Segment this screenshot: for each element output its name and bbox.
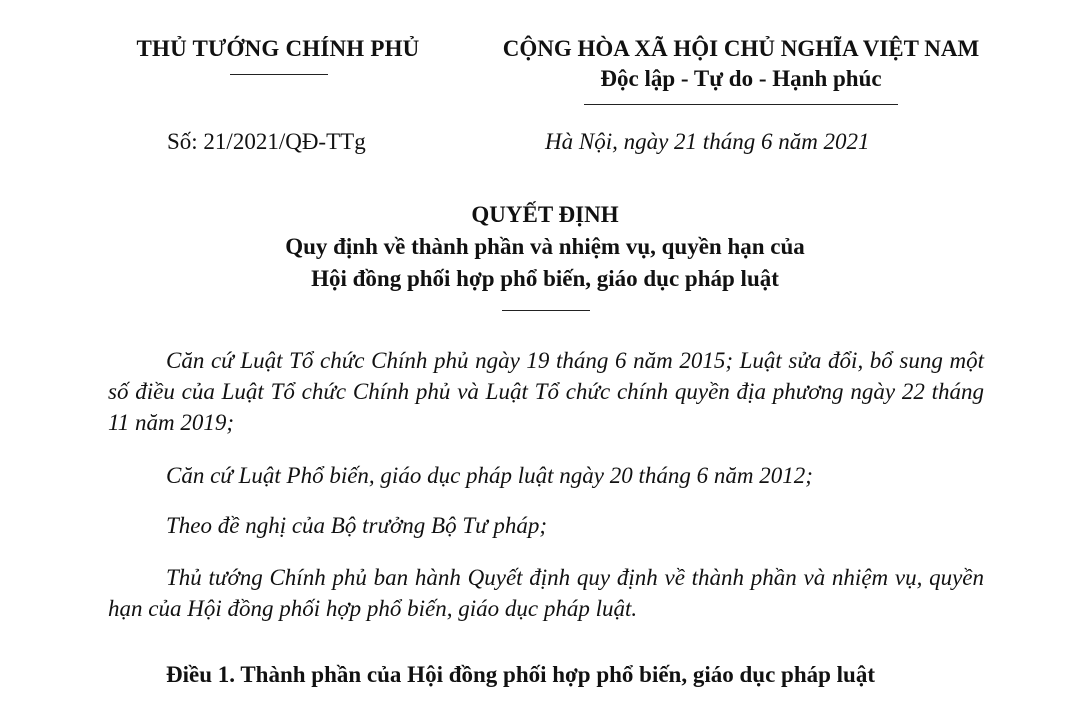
title-underline: [502, 310, 590, 311]
document-title: QUYẾT ĐỊNH: [471, 202, 619, 227]
document-subtitle-line-1: Quy định về thành phần và nhiệm vụ, quyền hạn của: [285, 234, 805, 259]
preamble-paragraph-legal-basis-2: Căn cứ Luật Phổ biến, giáo dục pháp luật ngày 20 tháng 6 năm 2012;: [166, 463, 813, 488]
cut-off-text-line: [166, 704, 986, 716]
preamble-paragraph-legal-basis-1: Căn cứ Luật Tổ chức Chính phủ ngày 19 tháng 6 năm 2015; Luật sửa đổi, bổ sung một số điều của Luật Tổ chức Chính phủ và Luật Tổ chức chính quyền địa phương ngày 22 tháng 11 năm 2019;: [108, 348, 984, 435]
article-1-heading: Điều 1. Thành phần của Hội đồng phối hợp phổ biến, giáo dục pháp luật: [166, 662, 875, 687]
document-number: Số: 21/2021/QĐ-TTg: [167, 129, 366, 154]
motto-underline: [584, 104, 898, 105]
place-and-date: Hà Nội, ngày 21 tháng 6 năm 2021: [545, 129, 870, 154]
issuer-heading: THỦ TƯỚNG CHÍNH PHỦ: [136, 36, 420, 61]
motto: Độc lập - Tự do - Hạnh phúc: [600, 66, 882, 91]
preamble-paragraph-enactment: Thủ tướng Chính phủ ban hành Quyết định quy định về thành phần và nhiệm vụ, quyền hạn của Hội đồng phối hợp phổ biến, giáo dục pháp luật.: [108, 565, 984, 621]
preamble-paragraph-proposal: Theo đề nghị của Bộ trưởng Bộ Tư pháp;: [166, 513, 548, 538]
document-subtitle-line-2: Hội đồng phối hợp phổ biến, giáo dục pháp luật: [311, 266, 779, 291]
issuer-underline: [230, 74, 328, 75]
nation-heading: CỘNG HÒA XÃ HỘI CHỦ NGHĨA VIỆT NAM: [502, 36, 980, 61]
